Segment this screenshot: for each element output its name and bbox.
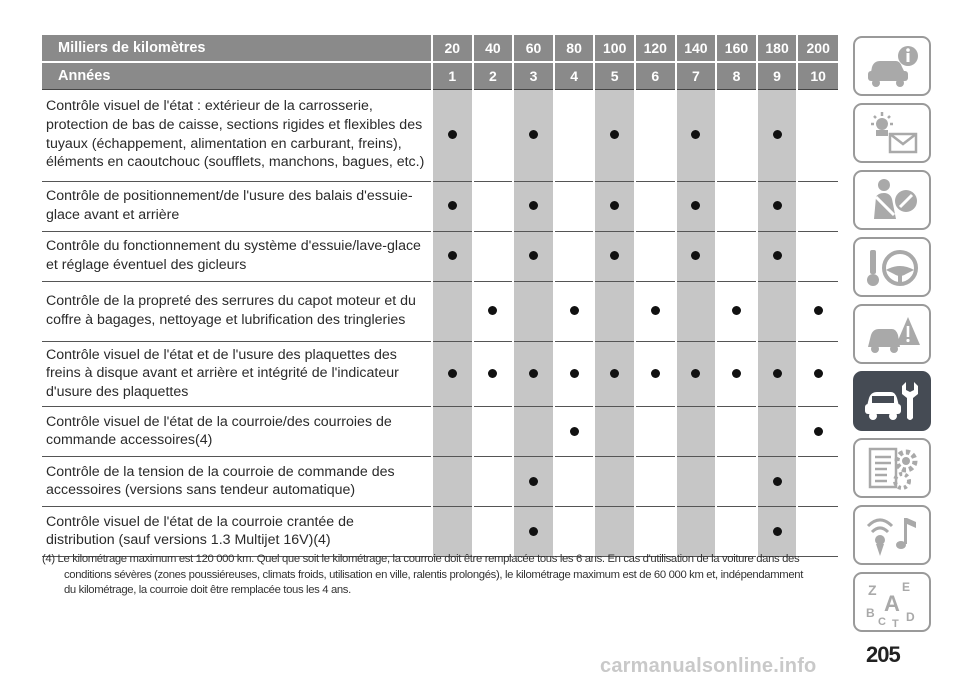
check-mark <box>529 369 538 378</box>
interval-cell <box>473 89 514 181</box>
maintenance-task: Contrôle de la propreté des serrures du capot moteur et du coffre à bagages, nettoyage et lubrification des tringleries <box>42 281 432 341</box>
interval-cell <box>635 407 676 457</box>
interval-cell <box>635 341 676 407</box>
check-mark <box>570 427 579 436</box>
key-steering-wheel-icon <box>862 242 922 292</box>
km-header-cell: 100 <box>594 35 635 62</box>
interval-cell <box>716 231 757 281</box>
interval-cell <box>432 457 473 507</box>
check-mark <box>610 369 619 378</box>
specs-gear-icon <box>862 443 922 493</box>
car-breakdown-icon <box>862 309 922 359</box>
interval-cell <box>594 507 635 557</box>
maintenance-row <box>42 89 838 181</box>
km-header-cell: 200 <box>797 35 838 62</box>
check-mark <box>448 251 457 260</box>
km-header-row <box>42 35 838 62</box>
interval-cell <box>676 407 717 457</box>
interval-cell <box>716 181 757 231</box>
alphabet-index-icon <box>862 577 922 627</box>
km-header-cell: 180 <box>757 35 798 62</box>
check-mark <box>773 369 782 378</box>
car-wrench-icon <box>862 376 922 426</box>
interval-cell <box>716 407 757 457</box>
check-mark <box>529 201 538 210</box>
interval-cell <box>554 407 595 457</box>
interval-cell <box>757 181 798 231</box>
interval-cell <box>797 507 838 557</box>
maintenance-task: Contrôle du fonctionnement du système d'essuie/lave-glace et réglage éventuel des gicleurs <box>42 231 432 281</box>
check-mark <box>773 130 782 139</box>
interval-cell <box>554 231 595 281</box>
check-mark <box>691 130 700 139</box>
maintenance-table <box>42 35 838 557</box>
maintenance-row <box>42 507 838 557</box>
interval-cell <box>716 507 757 557</box>
check-mark <box>570 306 579 315</box>
interval-cell <box>757 89 798 181</box>
interval-cell <box>635 281 676 341</box>
check-mark <box>814 306 823 315</box>
interval-cell <box>594 341 635 407</box>
maintenance-task: Contrôle visuel de l'état : extérieur de la carrosserie, protection de bas de caisse, sections rigides et flexibles des tuyaux (échappement, alimentation en carburant, freins), éléments en caoutchouc (soufflets, manchons, bagues, etc.) <box>42 89 432 181</box>
chapter-tab-car-info[interactable] <box>853 36 931 96</box>
interval-cell <box>594 407 635 457</box>
check-mark <box>610 130 619 139</box>
year-header-cell: 1 <box>432 62 473 89</box>
chapter-sidebar <box>853 36 933 639</box>
interval-cell <box>757 281 798 341</box>
chapter-tab-multimedia[interactable] <box>853 505 931 565</box>
maintenance-table-body <box>42 89 838 557</box>
interval-cell <box>635 457 676 507</box>
km-header-cell: 160 <box>716 35 757 62</box>
year-header-cell: 8 <box>716 62 757 89</box>
check-mark <box>691 201 700 210</box>
km-header-label: Milliers de kilomètres <box>42 35 432 62</box>
years-header-row <box>42 62 838 89</box>
year-header-cell: 4 <box>554 62 595 89</box>
svg-text:D: D <box>906 610 915 624</box>
maintenance-row <box>42 407 838 457</box>
interval-cell <box>635 181 676 231</box>
interval-cell <box>473 181 514 231</box>
seatbelt-airbag-icon <box>862 175 922 225</box>
footnote-line: du kilométrage, la courroie doit être remplacée tous les 4 ans. <box>64 584 351 596</box>
check-mark <box>570 369 579 378</box>
check-mark <box>651 306 660 315</box>
check-mark <box>814 427 823 436</box>
interval-cell <box>635 89 676 181</box>
svg-text:T: T <box>892 618 899 627</box>
interval-cell <box>473 341 514 407</box>
interval-cell <box>797 457 838 507</box>
interval-cell <box>797 89 838 181</box>
maintenance-row <box>42 181 838 231</box>
chapter-tab-driving[interactable] <box>853 237 931 297</box>
watermark: carmanualsonline.info <box>600 655 817 677</box>
check-mark <box>448 201 457 210</box>
interval-cell <box>513 407 554 457</box>
interval-cell <box>432 89 473 181</box>
page-number: 205 <box>866 642 900 667</box>
maintenance-task: Contrôle de positionnement/de l'usure des balais d'essuie-glace avant et arrière <box>42 181 432 231</box>
interval-cell <box>554 341 595 407</box>
interval-cell <box>432 181 473 231</box>
interval-cell <box>716 457 757 507</box>
km-header-cell: 40 <box>473 35 514 62</box>
check-mark <box>529 527 538 536</box>
check-mark <box>610 201 619 210</box>
interval-cell <box>473 231 514 281</box>
interval-cell <box>473 507 514 557</box>
svg-text:B: B <box>866 606 875 620</box>
svg-text:E: E <box>902 580 911 594</box>
chapter-tab-index[interactable] <box>853 572 931 632</box>
km-header-cell: 20 <box>432 35 473 62</box>
chapter-tab-specs[interactable] <box>853 438 931 498</box>
interval-cell <box>797 341 838 407</box>
check-mark <box>773 527 782 536</box>
year-header-cell: 7 <box>676 62 717 89</box>
interval-cell <box>757 231 798 281</box>
interval-cell <box>797 407 838 457</box>
interval-cell <box>716 281 757 341</box>
interval-cell <box>676 457 717 507</box>
year-header-cell: 5 <box>594 62 635 89</box>
chapter-tab-maintenance[interactable] <box>853 371 931 431</box>
interval-cell <box>432 231 473 281</box>
interval-cell <box>432 507 473 557</box>
interval-cell <box>554 457 595 507</box>
km-header-cell: 140 <box>676 35 717 62</box>
check-mark <box>488 369 497 378</box>
interval-cell <box>797 181 838 231</box>
interval-cell <box>594 89 635 181</box>
chapter-tab-safety[interactable] <box>853 170 931 230</box>
footnote-line: (4) Le kilométrage maximum est 120 000 km. Quel que soit le kilométrage, la courroie doit être remplacée tous les 6 ans. En cas d'utilisation de la voiture dans des <box>42 553 800 565</box>
check-mark <box>814 369 823 378</box>
car-info-icon <box>862 41 922 91</box>
svg-text:A: A <box>884 591 900 616</box>
interval-cell <box>676 281 717 341</box>
year-header-cell: 3 <box>513 62 554 89</box>
interval-cell <box>676 181 717 231</box>
check-mark <box>691 369 700 378</box>
dashboard-lights-icon <box>862 108 922 158</box>
interval-cell <box>676 231 717 281</box>
interval-cell <box>635 507 676 557</box>
maintenance-row <box>42 231 838 281</box>
interval-cell <box>594 281 635 341</box>
check-mark <box>529 477 538 486</box>
interval-cell <box>797 231 838 281</box>
interval-cell <box>757 341 798 407</box>
km-header-cell: 80 <box>554 35 595 62</box>
interval-cell <box>432 281 473 341</box>
chapter-tab-dashboard[interactable] <box>853 103 931 163</box>
check-mark <box>732 306 741 315</box>
interval-cell <box>513 89 554 181</box>
check-mark <box>448 130 457 139</box>
km-header-cell: 60 <box>513 35 554 62</box>
interval-cell <box>716 89 757 181</box>
interval-cell <box>513 231 554 281</box>
interval-cell <box>432 407 473 457</box>
interval-cell <box>757 407 798 457</box>
maintenance-row <box>42 281 838 341</box>
check-mark <box>448 369 457 378</box>
interval-cell <box>594 181 635 231</box>
music-wifi-icon <box>862 510 922 560</box>
check-mark <box>773 201 782 210</box>
maintenance-task: Contrôle visuel de l'état de la courroie crantée de distribution (sauf versions 1.3 Multijet 16V)(4) <box>42 507 432 557</box>
interval-cell <box>513 281 554 341</box>
interval-cell <box>676 507 717 557</box>
interval-cell <box>473 457 514 507</box>
interval-cell <box>797 281 838 341</box>
interval-cell <box>594 231 635 281</box>
check-mark <box>773 477 782 486</box>
interval-cell <box>473 407 514 457</box>
check-mark <box>651 369 660 378</box>
interval-cell <box>757 507 798 557</box>
interval-cell <box>554 507 595 557</box>
maintenance-task: Contrôle visuel de l'état et de l'usure des plaquettes des freins à disque avant et arrière et intégrité de l'indicateur d'usure des plaquettes <box>42 341 432 407</box>
interval-cell <box>676 341 717 407</box>
interval-cell <box>594 457 635 507</box>
interval-cell <box>513 507 554 557</box>
interval-cell <box>554 281 595 341</box>
maintenance-task: Contrôle visuel de l'état de la courroie/des courroies de commande accessoires(4) <box>42 407 432 457</box>
interval-cell <box>513 457 554 507</box>
maintenance-row <box>42 341 838 407</box>
interval-cell <box>554 181 595 231</box>
interval-cell <box>554 89 595 181</box>
check-mark <box>610 251 619 260</box>
year-header-cell: 6 <box>635 62 676 89</box>
interval-cell <box>676 89 717 181</box>
interval-cell <box>635 231 676 281</box>
svg-text:C: C <box>878 616 886 627</box>
chapter-tab-emergency[interactable] <box>853 304 931 364</box>
footnote <box>42 552 842 599</box>
interval-cell <box>716 341 757 407</box>
year-header-cell: 2 <box>473 62 514 89</box>
check-mark <box>488 306 497 315</box>
check-mark <box>773 251 782 260</box>
maintenance-task: Contrôle de la tension de la courroie de commande des accessoires (versions sans tendeur automatique) <box>42 457 432 507</box>
check-mark <box>691 251 700 260</box>
years-header-label: Années <box>42 62 432 89</box>
km-header-cell: 120 <box>635 35 676 62</box>
interval-cell <box>513 341 554 407</box>
maintenance-row <box>42 457 838 507</box>
year-header-cell: 9 <box>757 62 798 89</box>
check-mark <box>732 369 741 378</box>
interval-cell <box>473 281 514 341</box>
interval-cell <box>432 341 473 407</box>
interval-cell <box>513 181 554 231</box>
check-mark <box>529 251 538 260</box>
year-header-cell: 10 <box>797 62 838 89</box>
svg-text:Z: Z <box>868 582 877 598</box>
footnote-line: conditions sévères (zones poussiéreuses, climats froids, utilisation en ville, ralentis prolongés), le kilométrage maximum est de 60 000 km et, indépendamment <box>64 568 804 581</box>
check-mark <box>529 130 538 139</box>
interval-cell <box>757 457 798 507</box>
